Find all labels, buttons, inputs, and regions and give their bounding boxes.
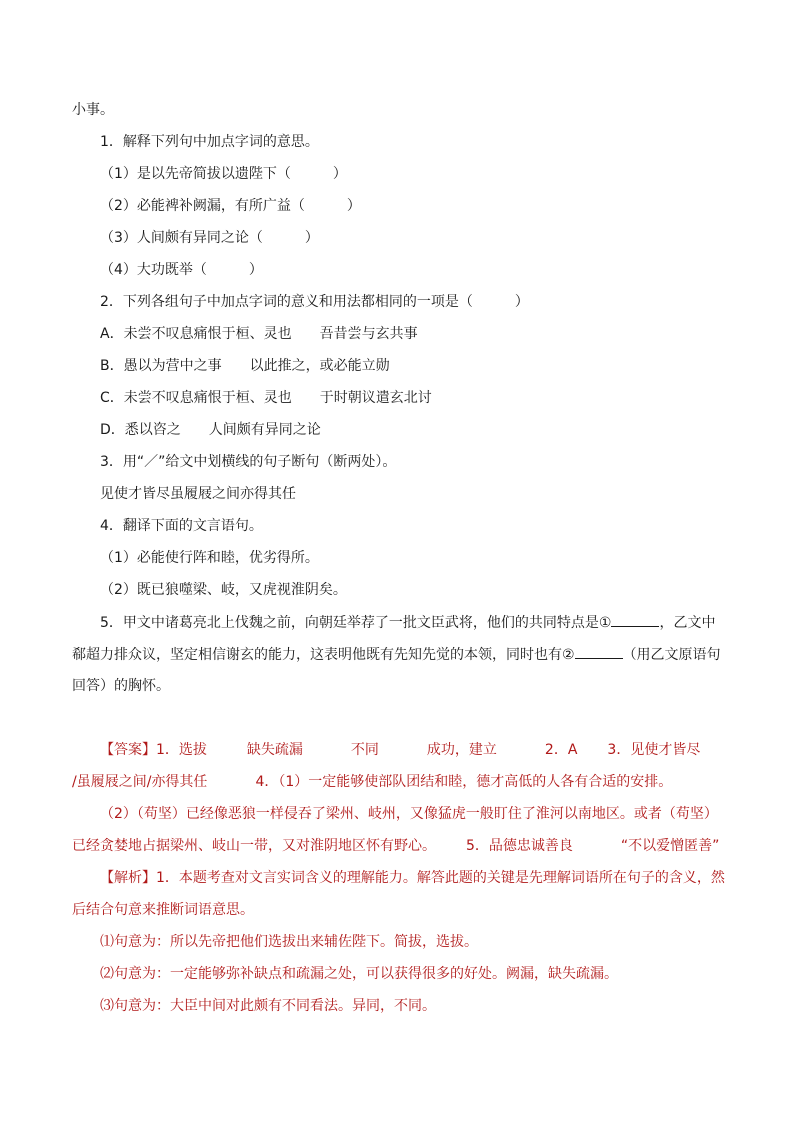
- question-5-text: 5．甲文中诸葛亮北上伐魏之前，向朝廷举荐了一批文臣武将，他们的共同特点是①: [100, 615, 612, 631]
- answer-part: 3．见使才皆尽: [607, 742, 701, 758]
- option-d-right: 人间颇有异同之论: [208, 422, 321, 438]
- question-2: 2．下列各组句子中加点字词的意义和用法都相同的一项是（ ）: [100, 294, 529, 310]
- question-4-item: （1）必能使行阵和睦，优劣得所。: [100, 550, 319, 566]
- answer-part: 不同: [350, 742, 379, 758]
- analysis-line2: 后结合句意来推断词语意思。: [72, 902, 254, 918]
- question-3: 3．用“／”给文中划横线的句子断句（断两处）。: [100, 454, 397, 470]
- option-b: [100, 356, 390, 376]
- question-1-item: （4）大功既举（ ）: [100, 262, 263, 278]
- question-5-line3: 回答）的胸怀。: [72, 678, 170, 694]
- option-d: [100, 420, 321, 440]
- answer-tag: 【答案】: [100, 742, 156, 758]
- question-5-text: 郗超力排众议，坚定相信谢玄的能力，这表明他既有先知先觉的本领，同时也有②: [72, 647, 575, 663]
- option-d-left: D．悉以咨之: [100, 422, 181, 438]
- analysis-item: ⑶句意为：大臣中间对此颇有不同看法。异同，不同。: [100, 998, 436, 1014]
- question-5-line2: [72, 644, 721, 665]
- analysis-text: 1．本题考查对文言实词含义的理解能力。解答此题的关键是先理解词语所在句子的含义，然: [156, 870, 725, 886]
- analysis-item: ⑵句意为：一定能够弥补缺点和疏漏之处，可以获得很多的好处。阙漏，缺失疏漏。: [100, 966, 618, 982]
- question-1-item: （2）必能裨补阙漏，有所广益（ ）: [100, 198, 361, 214]
- answer-line4: [72, 836, 719, 856]
- option-a-left: A．未尝不叹息痛恨于桓、灵也: [100, 326, 292, 342]
- answer-part: 缺失疏漏: [246, 742, 303, 758]
- answer-blank: [611, 612, 659, 627]
- option-a: [100, 324, 418, 344]
- question-1-item: （3）人间颇有异同之论（ ）: [100, 230, 319, 246]
- question-4: 4．翻译下面的文言语句。: [100, 518, 263, 534]
- answer-part: 4．（1）一定能够使部队团结和睦，德才高低的人各有合适的安排。: [255, 774, 673, 790]
- analysis-item: ⑴句意为：所以先帝把他们选拔出来辅佐陛下。简拔，选拔。: [100, 934, 478, 950]
- question-5-line1: [100, 612, 715, 633]
- option-b-right: 以此推之，或必能立勋: [249, 358, 390, 374]
- option-c-left: C．未尝不叹息痛恨于桓、灵也: [100, 390, 292, 406]
- question-1: 1．解释下列句中加点字词的意思。: [100, 134, 319, 150]
- answer-line2: [72, 772, 672, 792]
- analysis-line1: [100, 868, 725, 888]
- answer-part: /虽履屐之间/亦得其任: [72, 774, 208, 790]
- answer-part: 2．A: [544, 742, 578, 758]
- option-c-right: 于时朝议遣玄北讨: [319, 390, 432, 406]
- answer-line3: （2）（苟坚）已经像恶狼一样侵吞了梁州、岐州，又像猛虎一般盯住了淮河以南地区。或者（苟坚）: [100, 806, 718, 822]
- answer-part: “不以爱憎匿善”: [620, 838, 720, 854]
- answer-part: 已经贪婪地占据梁州、岐山一带，又对淮阴地区怀有野心。: [72, 838, 436, 854]
- question-3-sentence: 见使才皆尽虽履屐之间亦得其任: [100, 486, 296, 502]
- question-5-text: （用乙文原语句: [622, 647, 721, 663]
- option-b-left: B．愚以为营中之事: [100, 358, 222, 374]
- answer-part: 1．选拔: [156, 742, 207, 758]
- text-line: 小事。: [72, 102, 114, 118]
- question-4-item: （2）既已狼噬梁、岐，又虎视淮阴矣。: [100, 582, 347, 598]
- option-c: [100, 388, 432, 408]
- answer-part: 5．品德忠诚善良: [466, 838, 573, 854]
- analysis-tag: 【解析】: [100, 870, 156, 886]
- option-a-right: 吾昔尝与玄共事: [319, 326, 418, 342]
- question-1-item: （1）是以先帝简拔以遗陛下（ ）: [100, 166, 347, 182]
- question-5-text: ，乙文中: [659, 615, 716, 631]
- answer-line1: [100, 740, 700, 760]
- answer-blank: [575, 644, 623, 659]
- answer-part: 成功，建立: [426, 742, 497, 758]
